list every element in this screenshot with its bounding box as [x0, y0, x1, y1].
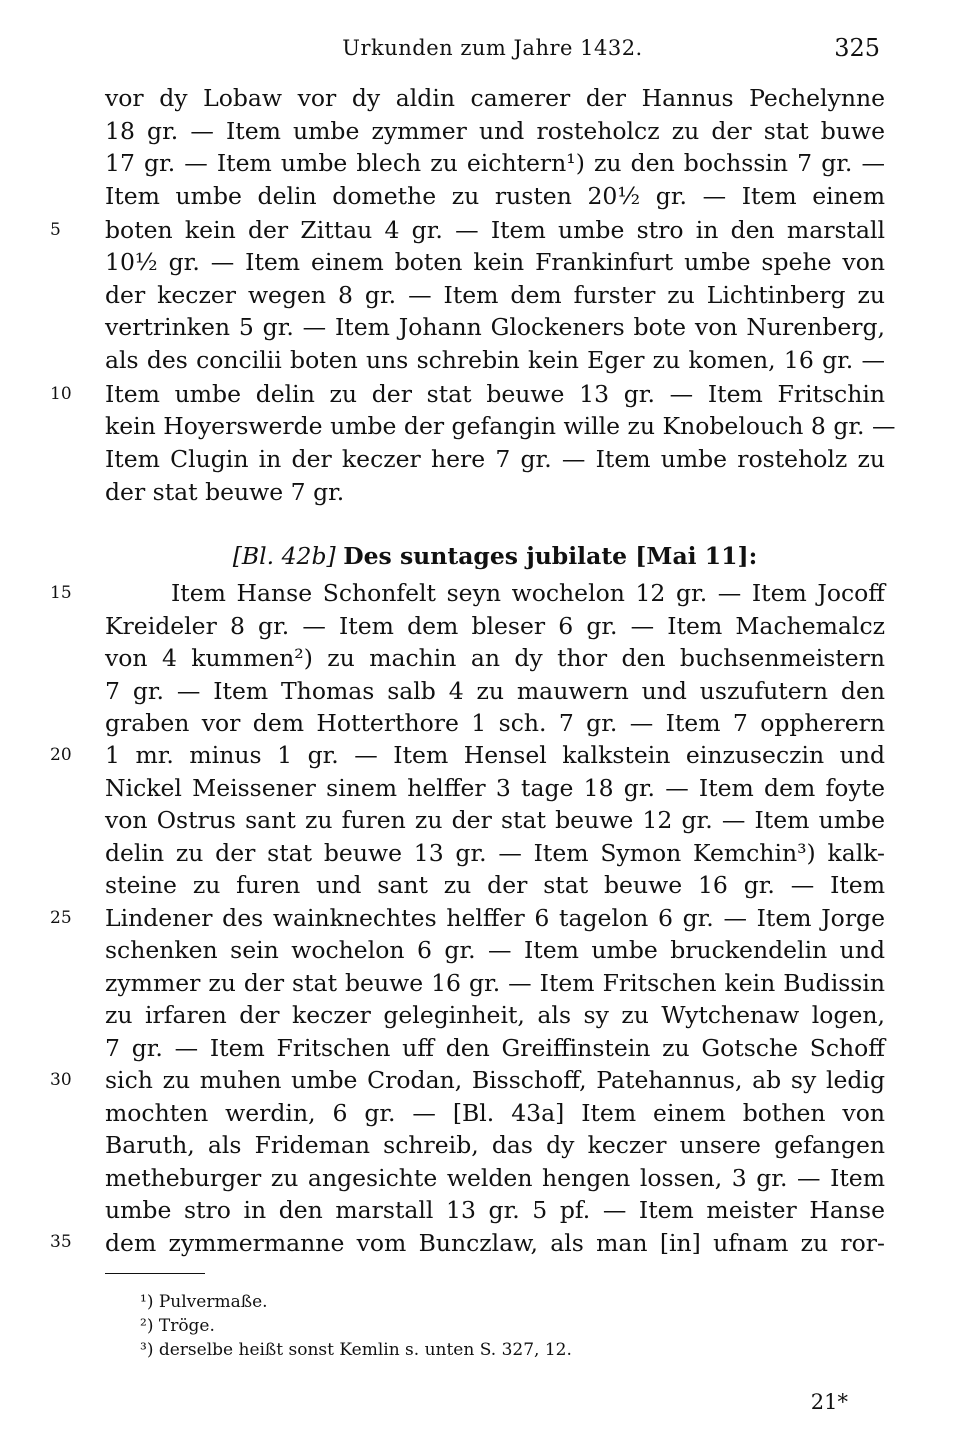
text-line: 7 gr. — Item Fritschen uff den Greiffinstein zu Gotsche Schoff — [105, 1034, 885, 1062]
signature-mark: 21* — [810, 1390, 848, 1414]
text-line: graben vor dem Hotterthore 1 sch. 7 gr. — Item 7 oppherern — [105, 709, 885, 737]
text-line: Item Clugin in der keczer here 7 gr. — Item umbe rosteholz zu — [105, 445, 885, 473]
text-line: delin zu der stat beuwe 13 gr. — Item Symon Kemchin³) kalk- — [105, 839, 885, 867]
text-line: als des concilii boten uns schrebin kein Eger zu komen, 16 gr. — — [105, 346, 885, 374]
text-line: 1 mr. minus 1 gr. — Item Hensel kalkstein einzuseczin und — [105, 741, 885, 769]
page-number: 325 — [834, 34, 880, 62]
text-line: steine zu furen und sant zu der stat beuwe 16 gr. — Item — [105, 871, 885, 899]
footnote: ¹) Pulvermaße. — [140, 1292, 268, 1312]
line-number: 5 — [50, 220, 61, 240]
text-line: der keczer wegen 8 gr. — Item dem furster zu Lichtinberg zu — [105, 281, 885, 309]
text-line: 17 gr. — Item umbe blech zu eichtern¹) zu den bochssin 7 gr. — — [105, 149, 885, 177]
text-line: 7 gr. — Item Thomas salb 4 zu mauwern und uszufutern den — [105, 677, 885, 705]
footnote-rule — [105, 1273, 205, 1274]
text-line: der stat beuwe 7 gr. — [105, 478, 345, 506]
text-line: Item umbe delin domethe zu rusten 20½ gr. — Item einem — [105, 182, 885, 210]
text-line: 10½ gr. — Item einem boten kein Frankinfurt umbe spehe von — [105, 248, 885, 276]
text-line: mochten werdin, 6 gr. — [Bl. 43a] Item einem bothen von — [105, 1099, 885, 1127]
line-number: 20 — [50, 745, 72, 765]
text-line: Item umbe delin zu der stat beuwe 13 gr. — Item Fritschin — [105, 380, 885, 408]
text-line: metheburger zu angesichte welden hengen lossen, 3 gr. — Item — [105, 1164, 885, 1192]
text-line: 18 gr. — Item umbe zymmer und rosteholcz zu der stat buwe — [105, 117, 885, 145]
text-line: dem zymmermanne vom Bunczlaw, als man [in] ufnam zu ror- — [105, 1229, 885, 1257]
line-number: 35 — [50, 1232, 72, 1252]
running-title: Urkunden zum Jahre 1432. — [342, 36, 643, 60]
section-heading — [105, 540, 885, 572]
text-line: umbe stro in den marstall 13 gr. 5 pf. — Item meister Hanse — [105, 1196, 885, 1224]
line-number: 30 — [50, 1070, 72, 1090]
text-line: vertrinken 5 gr. — Item Johann Glockeners bote von Nurenberg, — [105, 313, 885, 341]
text-line: zu irfaren der keczer geleginheit, als sy zu Wytchenaw logen, — [105, 1001, 885, 1029]
footnote: ³) derselbe heißt sonst Kemlin s. unten S. 327, 12. — [140, 1340, 572, 1360]
text-line: Kreideler 8 gr. — Item dem bleser 6 gr. — Item Machemalcz — [105, 612, 885, 640]
text-line: zymmer zu der stat beuwe 16 gr. — Item Fritschen kein Budissin — [105, 969, 885, 997]
text-line: Baruth, als Frideman schreib, das dy keczer unsere gefangen — [105, 1131, 885, 1159]
text-line: von 4 kummen²) zu machin an dy thor den buchsenmeistern — [105, 644, 885, 672]
heading-text: Des suntages jubilate [Mai 11]: — [343, 542, 758, 570]
text-line: sich zu muhen umbe Crodan, Bisschoff, Patehannus, ab sy ledig — [105, 1066, 885, 1094]
text-line: von Ostrus sant zu furen zu der stat beuwe 12 gr. — Item umbe — [105, 806, 885, 834]
text-line: kein Hoyerswerde umbe der gefangin wille zu Knobelouch 8 gr. — — [105, 412, 896, 440]
line-number: 10 — [50, 384, 72, 404]
line-number: 25 — [50, 908, 72, 928]
line-number: 15 — [50, 583, 72, 603]
text-line: schenken sein wochelon 6 gr. — Item umbe bruckendelin und — [105, 936, 885, 964]
running-head — [105, 34, 880, 68]
text-line: Item Hanse Schonfelt seyn wochelon 12 gr. — Item Jocoff — [171, 579, 885, 607]
text-line: Nickel Meissener sinem helffer 3 tage 18 gr. — Item dem foyte — [105, 774, 885, 802]
footnotes — [140, 1290, 740, 1362]
text-line: vor dy Lobaw vor dy aldin camerer der Hannus Pechelynne — [105, 84, 885, 112]
text-line: boten kein der Zittau 4 gr. — Item umbe stro in den marstall — [105, 216, 885, 244]
text-line: Lindener des wainknechtes helffer 6 tagelon 6 gr. — Item Jorge — [105, 904, 885, 932]
folio-reference: [Bl. 42b] — [232, 542, 336, 570]
footnote: ²) Tröge. — [140, 1316, 215, 1336]
